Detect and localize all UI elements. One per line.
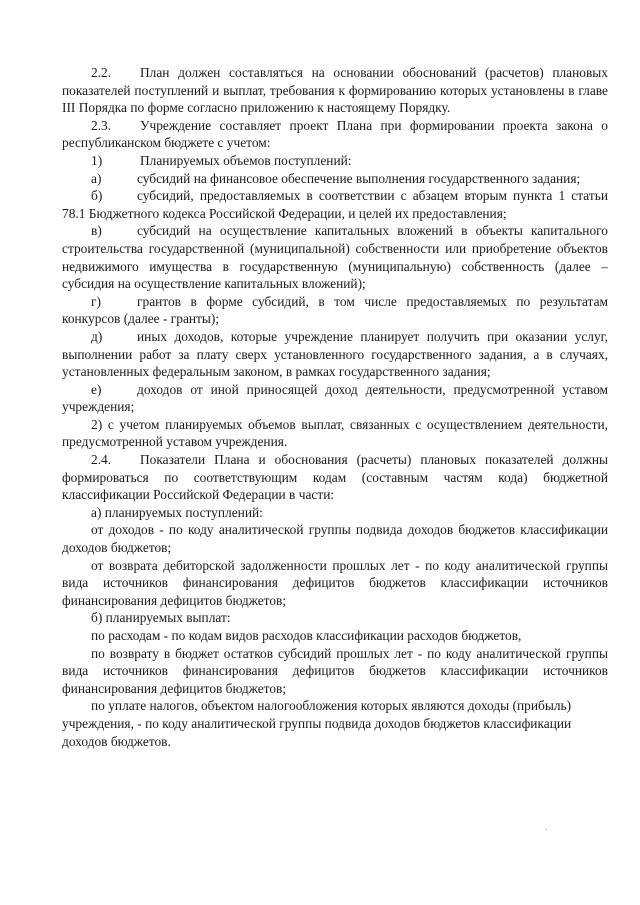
item-letter: д) bbox=[91, 328, 103, 344]
scan-speck bbox=[545, 829, 547, 830]
paragraph-income bbox=[62, 521, 608, 556]
list-item-2 bbox=[62, 416, 608, 451]
list-item-e bbox=[62, 381, 608, 416]
paragraph-text: от возврата дебиторской задолженности прошлых лет - по коду аналитической группы вида источников финансирования дефицитов бюджетов классификации источников финансирования дефицитов бюджетов; bbox=[62, 557, 608, 608]
paragraph-taxes bbox=[62, 697, 608, 750]
paragraph-text: грантов в форме субсидий, в том числе предоставляемых по результатам конкурсов (далее - гранты); bbox=[62, 293, 608, 327]
paragraph-2-2 bbox=[62, 64, 608, 117]
paragraph-text: иных доходов, которые учреждение планирует получить при оказании услуг, выполнении работ за плату сверх установленного государственного задания, а в случаях, установленных федеральным законом, в рамках государственного задания; bbox=[62, 328, 608, 380]
paragraph-text: а) планируемых поступлений: bbox=[91, 504, 263, 520]
paragraph-text: субсидий на осуществление капитальных вложений в объекты капитального строительства государственной (муниципальной) собственности или приобретение объектов недвижимого имущества в государственную (муниципальную) собственность (далее – субсидия на осуществление капитальных вложений); bbox=[62, 223, 608, 292]
paragraph-text: субсидий на финансовое обеспечение выполнения государственного задания; bbox=[137, 170, 581, 186]
list-item-g bbox=[62, 293, 608, 328]
item-number: 1) bbox=[91, 152, 103, 168]
paragraph-subsidy-return bbox=[62, 645, 608, 698]
paragraph-2-4 bbox=[62, 451, 608, 504]
list-item-a bbox=[62, 170, 608, 188]
paragraph-text: по расходам - по кодам видов расходов классификации расходов бюджетов, bbox=[91, 628, 522, 643]
paragraph-text: Планируемых объемов поступлений: bbox=[140, 152, 352, 168]
item-letter: г) bbox=[91, 293, 101, 309]
item-letter: а) bbox=[91, 170, 102, 186]
paragraph-text: субсидий, предоставляемых в соответствии с абзацем вторым пункта 1 статьи 78.1 Бюджетного кодекса Российской Федерации, и целей их предоставления; bbox=[62, 188, 608, 221]
item-letter: в) bbox=[91, 223, 102, 239]
paragraph-text: по возврату в бюджет остатков субсидий прошлых лет - по коду аналитической группы вида источников финансирования дефицитов бюджетов классификации источников финансирования дефицитов бюджетов; bbox=[62, 645, 608, 696]
item-letter: б) bbox=[91, 188, 103, 204]
paragraph-text: б) планируемых выплат: bbox=[91, 610, 231, 626]
subsection-a-heading bbox=[62, 504, 608, 522]
document-page bbox=[62, 64, 608, 750]
paragraph-text: Учреждение составляет проект Плана при формировании проекта закона о республиканском бюджете с учетом: bbox=[62, 117, 608, 151]
list-item-b bbox=[62, 187, 608, 222]
paragraph-receivables bbox=[62, 557, 608, 610]
list-item-v bbox=[62, 222, 608, 292]
subsection-b-heading bbox=[62, 609, 608, 627]
item-number: 2.2. bbox=[91, 65, 112, 80]
item-number: 2.4. bbox=[91, 452, 112, 468]
paragraph-text: Показатели Плана и обоснования (расчеты) плановых показателей должны формироваться по соответствующим кодам (составным частям кода) бюджетной классификации Российской Федерации в части: bbox=[62, 452, 608, 503]
list-item-1 bbox=[62, 152, 608, 170]
paragraph-expenses bbox=[62, 627, 608, 645]
paragraph-text: План должен составляться на основании обоснований (расчетов) плановых показателей поступлений и выплат, требования к формированию которых установлены в главе III Порядка по форме согласно приложению к настоящему Порядку. bbox=[62, 65, 608, 116]
paragraph-text: 2) с учетом планируемых объемов выплат, связанных с осуществлением деятельности, предусмотренной уставом учреждения. bbox=[62, 416, 608, 450]
paragraph-text: по уплате налогов, объектом налогообложения которых являются доходы (прибыль) учреждения, - по коду аналитической группы подвида доходов бюджетов классификации доходов бюджетов. bbox=[62, 698, 572, 749]
item-letter: е) bbox=[91, 381, 102, 397]
paragraph-text: доходов от иной приносящей доход деятельности, предусмотренной уставом учреждения; bbox=[62, 381, 608, 415]
item-number: 2.3. bbox=[91, 117, 112, 133]
paragraph-2-3 bbox=[62, 117, 608, 152]
paragraph-text: от доходов - по коду аналитической группы подвида доходов бюджетов классификации доходов бюджетов; bbox=[62, 522, 608, 556]
list-item-d bbox=[62, 328, 608, 381]
